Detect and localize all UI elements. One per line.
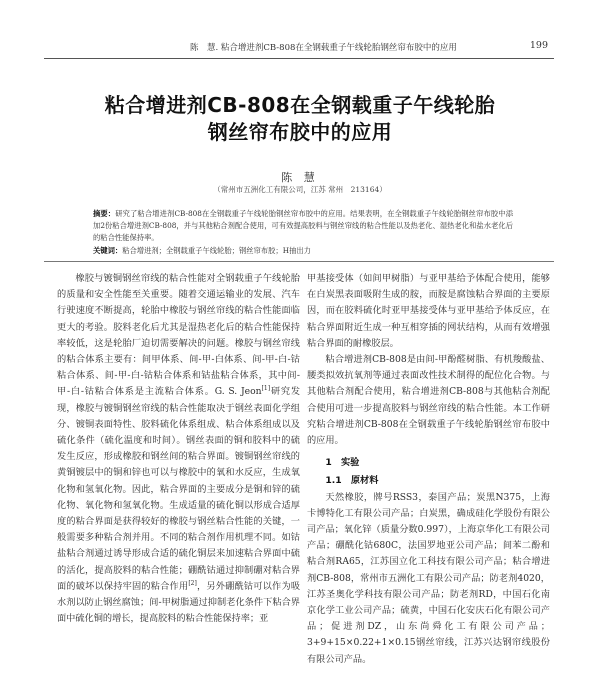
cb808-paragraph: 粘合增进剂CB-808是由间-甲酚醛树脂、有机羧酸盐、腰类拟效抗氧剂等通过表面改性技术制得的配位化合物。与其他粘合剂配合使用，粘合增进剂CB-808与其他粘合剂配合使用可进一步提高胶料与钢丝帘线的粘合性能。本工作研究粘合增进剂CB-808在全钢载重子午线轮胎钢丝帘布胶中的应用。	[307, 354, 550, 447]
intro-text-end: ，另外硼酰钴可以作为吸水剂以防止钢丝腐蚀；间-甲树脂通过抑制老化条件下粘合界面中硫化铜的增长，提高胶料的粘合性能保持率；亚	[57, 580, 301, 625]
body-column-left	[57, 271, 300, 627]
abstract	[93, 208, 513, 244]
section-heading-experiment: 1 实验	[325, 457, 360, 469]
abstract-text: 研究了粘合增进剂CB-808在全钢载重子午线轮胎钢丝帘布胶中的应用。结果表明，在全钢载重子午线轮胎钢丝帘布胶中添加2份粘合增进剂CB-808，并与其他粘合剂配合使用，可有效提高胶料与钢丝帘线的粘合性能以及热老化、湿热老化和盐水老化后的粘合性能保持率。	[93, 209, 513, 242]
running-title: 陈 慧. 粘合增进剂CB-808在全钢载重子午线轮胎钢丝帘布胶中的应用	[190, 43, 457, 53]
page-number: 199	[529, 40, 548, 51]
intro-paragraph-continued: 甲基接受体（如间甲树脂）与亚甲基给予体配合使用，能够在白炭黑表面吸附生成的胺，而胺是腐蚀粘合界面的主要原因，而在胶料硫化时亚甲基接受体与亚甲基给予体反应，在粘合界面附近生成一种互相穿插的网状结构，从而有效增强粘合界面的耐橡胶层。	[307, 273, 550, 349]
body-column-right	[307, 271, 550, 668]
intro-text-continued: 研究发现，橡胶与镀铜钢丝帘线的粘合性能取决于钢丝表面化学组分、镀铜表面特性、胶料硫化体系组成、粘合体系组成以及硫化条件（硫化温度和时间）。钢丝表面的铜和胶料中的硫发生反应，形成橡胶和钢丝间的粘合界面。镀铜钢丝帘线的黄铜镀层中的铜和锌也可以与橡胶中的氧和水反应，生成氧化物和氢氧化物。因此，粘合界面的主要成分是铜和锌的硫化物、氧化物和氢氧化物。生成适量的硫化铜以形成合适厚度的粘合界面是获得较好的橡胶与钢丝粘合性能的关键，一般需要多种粘合剂并用。不同的粘合剂作用机理不同。如钴盐粘合剂通过诱导形成合适的硫化铜层来加速粘合界面中硫的活化，提高胶料的粘合性能；硼酰钴通过抑制硼对粘合界面的破坏以保持牢固的粘合作用	[57, 386, 301, 592]
intro-paragraph	[57, 271, 300, 627]
keywords	[93, 245, 513, 257]
author-name: 陈 慧	[281, 171, 319, 184]
citation-1: [1]	[261, 385, 271, 393]
section-divider	[44, 261, 554, 262]
citation-2: [2]	[188, 579, 197, 587]
paper-title-line-2: 钢丝帘布胶中的应用	[207, 120, 393, 144]
abstract-label: 摘要：	[93, 209, 116, 218]
subsection-heading-materials: 1.1 原材料	[325, 475, 379, 487]
keywords-text: 粘合增进剂；全钢载重子午线轮胎；钢丝帘布胶；H抽出力	[122, 246, 311, 255]
running-header	[44, 40, 554, 59]
intro-text: 橡胶与镀铜钢丝帘线的粘合性能对全钢载重子午线轮胎的质量和安全性能至关重要。随着交通运输业的发展、汽车行驶速度不断提高，轮胎中橡胶与钢丝帘线的粘合性能面临更大的考验。胶料老化后尤其是湿热老化后的粘合性能保持率较低，这是轮胎厂迫切需要解决的问题。橡胶与钢丝帘线的粘合体系主要有：间甲体系、间-甲-白体系、间-甲-白-钴粘合体系、间-甲-白-钴粘合体系和钴盐粘合体系，其中间-甲-白-钴粘合体系是主流粘合体系。G. S. Jeon	[57, 273, 300, 398]
keywords-label: 关键词：	[93, 246, 123, 255]
materials-paragraph: 天然橡胶，牌号RSS3，泰国产品；炭黑N375，上海卡博特化工有限公司产品；白炭黑，确成硅化学股份有限公司产品；氧化锌（质量分数0.997），上海京华化工有限公司产品；硼酰化钴680C，法国罗地亚公司产品；间苯二酚和粘合剂RA65，江苏国立化工科技有限公司产品；粘合增进剂CB-808，常州市五洲化工有限公司产品；防老剂4020，江苏圣奥化学科技有限公司产品；防老剂RD，中国石化南京化学工业公司产品；硫黄，中国石化安庆石化有限公司产品；促进剂DZ，山东尚舜化工有限公司产品；3+9+15×0.22+1×0.15钢丝帘线，江苏兴达钢帘线股份有限公司产品。	[307, 491, 550, 665]
author-affiliation: （常州市五洲化工有限公司，江苏 常州 213164）	[213, 185, 387, 194]
paper-title-line-1: 粘合增进剂CB-808在全钢载重子午线轮胎	[104, 93, 496, 117]
